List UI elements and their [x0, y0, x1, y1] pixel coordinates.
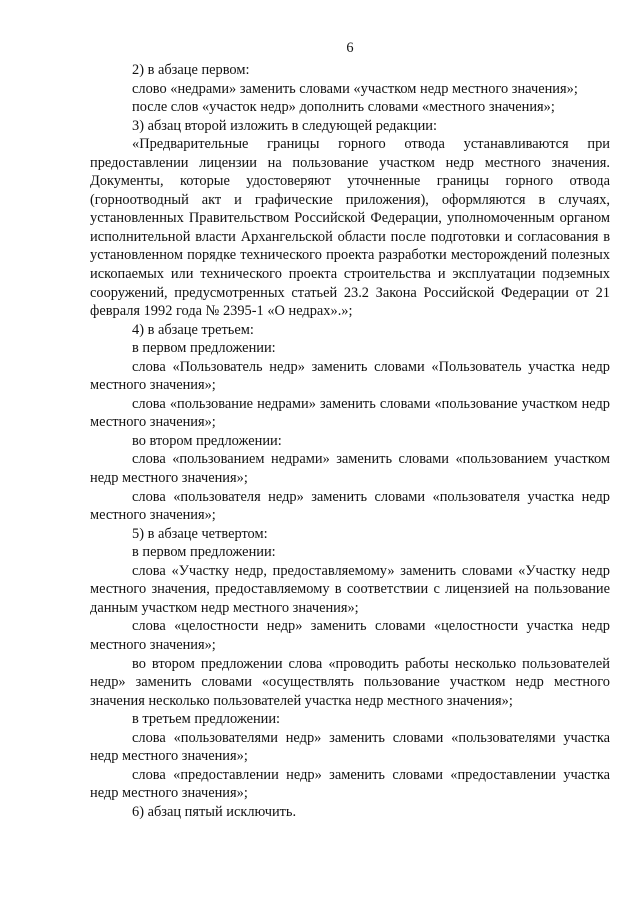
paragraph: слово «недрами» заменить словами «участком недр местного значения»; [132, 80, 578, 97]
page-number: 6 [346, 40, 354, 56]
paragraph: в третьем предложении: [132, 711, 281, 728]
paragraph: слова «пользование недрами» заменить словами «пользование участком недр местного значения»; [90, 395, 610, 431]
paragraph: слова «целостности недр» заменить словами «целостности участка недр местного значения»; [90, 618, 610, 653]
paragraph: 6) абзац пятый исключить. [132, 803, 297, 820]
paragraph: слова «Участку недр, предоставляемому» заменить словами «Участку недр местного значения, предоставляемому в соответствии с лицензией на пользование данным участком недр местного значения»; [90, 562, 610, 616]
paragraph: в первом предложении: [132, 544, 276, 561]
paragraph: слова «пользованием недрами» заменить словами «пользованием участком недр местного значения»; [90, 451, 610, 487]
paragraph: слова «предоставлении недр» заменить словами «предоставлении участка недр местного значения»; [90, 766, 610, 802]
paragraph: после слов «участок недр» дополнить словами «местного значения»; [132, 99, 555, 116]
paragraph: 3) абзац второй изложить в следующей редакции: [132, 117, 437, 134]
paragraph: слова «Пользователь недр» заменить словами «Пользователь участка недр местного значения»; [90, 358, 610, 394]
paragraph: 4) в абзаце третьем: [132, 321, 254, 338]
paragraph: во втором предложении слова «проводить работы несколько пользователей недр» заменить словами «осуществлять пользование участком недр местного значения несколько пользователей участка недр местного значения»; [90, 655, 610, 709]
paragraph: слова «пользователями недр» заменить словами «пользователями участка недр местного значения»; [90, 729, 610, 765]
document-body [90, 61, 610, 821]
paragraph: слова «пользователя недр» заменить словами «пользователя участка недр местного значения»; [90, 488, 610, 524]
paragraph: во втором предложении: [132, 432, 282, 449]
paragraph: в первом предложении: [132, 340, 276, 357]
paragraph: 5) в абзаце четвертом: [132, 525, 268, 542]
paragraph: 2) в абзаце первом: [132, 62, 250, 78]
paragraph: «Предварительные границы горного отвода устанавливаются при предоставлении лицензии на пользование участком недр местного значения. Документы, которые удостоверяют уточненные границы горного отвода (горноотводный акт и графические приложения), оформляются в случаях, установленных Правительством Российской Федерации, уполномоченным органом исполнительной власти Архангельской области после подготовки и согласования в установленном порядке технического проекта разработки месторождений полезных ископаемых или технического проекта строительства и эксплуатации подземных сооружений, предусмотренных статьей 23.2 Закона Российской Федерации от 21 февраля 1992 года № 2395-1 «О недрах».»; [90, 136, 610, 320]
